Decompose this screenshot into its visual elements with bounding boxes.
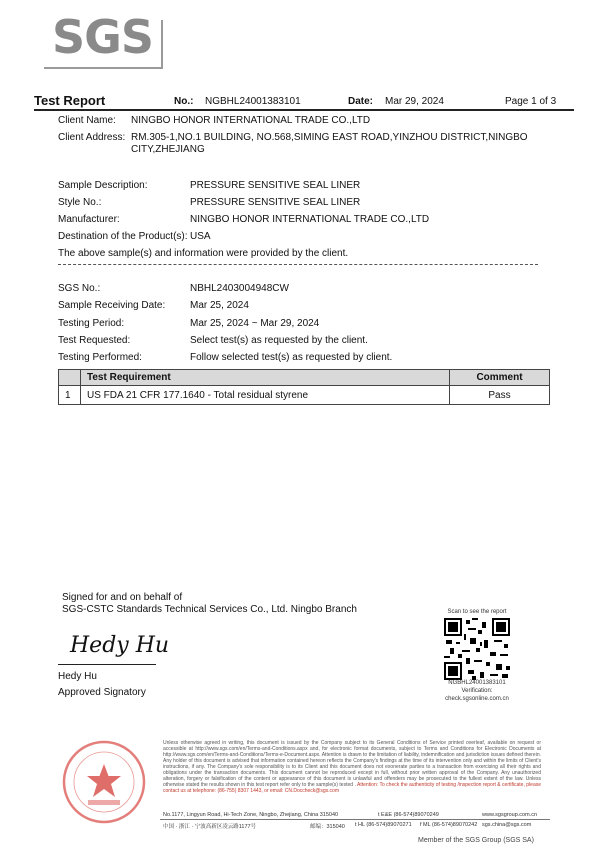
report-no-value: NGBHL24001383101: [205, 96, 301, 107]
page-indicator: Page 1 of 3: [505, 96, 557, 107]
col-requirement-header: Test Requirement: [81, 370, 450, 386]
legal-disclaimer: [163, 740, 541, 794]
receiving-date-value: Mar 25, 2024: [190, 300, 249, 311]
test-requested-value: Select test(s) as requested by the client.: [190, 335, 368, 346]
sgs-no-label: SGS No.:: [58, 283, 101, 294]
verification-label: Verification:: [461, 688, 493, 694]
client-address-line2: CITY,ZHEJIANG: [131, 144, 205, 155]
style-no-value: PRESSURE SENSITIVE SEAL LINER: [190, 197, 361, 208]
sgs-no-value: NBHL2403004948CW: [190, 283, 289, 294]
signing-company: SGS-CSTC Standards Technical Services Co., Ltd. Ningbo Branch: [62, 604, 357, 615]
logo-underline: [44, 67, 162, 69]
col-number-header: [59, 370, 81, 386]
footer-address-cn: 中国 · 浙江 · 宁波高新区凌云路1177号: [163, 824, 257, 830]
sample-note: The above sample(s) and information were provided by the client.: [58, 248, 349, 259]
disclaimer-text: Unless otherwise agreed in writing, this document is issued by the Company subject to its General Conditions of Service printed overleaf, available on request or accessible at http://www.sgs.com/en/Terms-and-Conditions.aspx and, for electronic format documents, subject to Terms and Conditions for Electronic Documents at http://www.sgs.com/en/Terms-and-Conditions/Terms-e-Document.aspx. Attention is drawn to the limitation of liability, indemnification and jurisdiction issues defined therein. Any holder of this document is advised that information contained hereon reflects the Company's findings at the time of its intervention only and within the limits of Client's instructions, if any. The Company's sole responsibility is to its Client and this document does not exonerate parties to a transaction from exercising all their rights and obligations under the transaction documents. This document cannot be reproduced except in full, without prior written approval of the Company. Any unauthorized alteration, forgery or falsification of the content or appearance of this document is unlawful and offenders may be prosecuted to the fullest extent of the law. Unless otherwise stated the results shown in this test report refer only to the sample(s) tested .: [163, 740, 541, 788]
footer-address-en: No.1177, Lingyun Road, Hi-Tech Zone, Ningbo, Zhejiang, China 315040: [163, 812, 339, 818]
signed-on-behalf: Signed for and on behalf of: [62, 592, 183, 603]
testing-performed-label: Testing Performed:: [58, 352, 142, 363]
handwritten-signature: [68, 624, 170, 664]
signatory-name: Hedy Hu: [58, 671, 97, 682]
logo-side-bar: [161, 20, 163, 69]
report-date-value: Mar 29, 2024: [385, 96, 444, 107]
qr-scan-caption: Scan to see the report: [447, 609, 507, 615]
table-row: [59, 386, 550, 405]
report-date-label: Date:: [348, 96, 374, 107]
client-address-line1: RM.305-1,NO.1 BUILDING, NO.568,SIMING EAST ROAD,YINZHOU DISTRICT,NINGBO: [131, 132, 528, 143]
authenticity-notice: Attention: To check the authenticity of testing /inspection report & certificate, please contact us at telephone: (86-755) 8307 1443, or email: CN.Doccheck@sgs.com: [163, 782, 542, 794]
footer-rule: [160, 819, 550, 820]
footer-fax: f ML (86-574)89070242: [420, 822, 478, 828]
verification-url[interactable]: check.sgsonline.com.cn: [445, 696, 509, 702]
destination-label: Destination of the Product(s):: [58, 231, 188, 242]
sgs-logo: SGS: [52, 10, 154, 64]
sample-desc-value: PRESSURE SENSITIVE SEAL LINER: [190, 180, 361, 191]
manufacturer-value: NINGBO HONOR INTERNATIONAL TRADE CO.,LTD: [190, 214, 430, 225]
qr-report-number: NGBHL24001383101: [448, 680, 506, 686]
signature-handwriting: Hedy Hu: [70, 633, 170, 658]
signature-line: [58, 664, 156, 665]
testing-period-label: Testing Period:: [58, 318, 125, 329]
footer-web[interactable]: www.sgsgroup.com.cn: [482, 812, 538, 818]
signatory-title: Approved Signatory: [58, 687, 146, 698]
row-comment: Pass: [450, 386, 550, 405]
qr-code-icon[interactable]: [444, 618, 510, 680]
testing-period-value: Mar 25, 2024 ~ Mar 29, 2024: [190, 318, 320, 329]
client-name-value: NINGBO HONOR INTERNATIONAL TRADE CO.,LTD: [131, 115, 371, 126]
receiving-date-label: Sample Receiving Date:: [58, 300, 166, 311]
row-requirement: US FDA 21 CFR 177.1640 - Total residual styrene: [81, 386, 450, 405]
footer-postcode-cn: 邮编：315040: [310, 824, 345, 830]
report-title: Test Report: [34, 93, 106, 108]
company-seal-icon: [62, 740, 146, 824]
table-header-row: [59, 370, 550, 386]
sgs-member-note: Member of the SGS Group (SGS SA): [418, 837, 534, 844]
report-no-label: No.:: [174, 96, 194, 107]
header-rule: [34, 109, 574, 111]
destination-value: USA: [190, 231, 211, 242]
footer-tel-ee: t E&E (86-574)89070249: [378, 812, 439, 818]
col-comment-header: Comment: [450, 370, 550, 386]
footer-tel-hl: t HL (86-574)89070271: [355, 822, 412, 828]
test-requested-label: Test Requested:: [58, 335, 131, 346]
manufacturer-label: Manufacturer:: [58, 214, 120, 225]
sample-desc-label: Sample Description:: [58, 180, 148, 191]
style-no-label: Style No.:: [58, 197, 102, 208]
dashed-separator: [58, 264, 538, 265]
row-number: 1: [59, 386, 81, 405]
test-requirement-table: [58, 369, 550, 405]
footer-email[interactable]: sgs.china@sgs.com: [482, 822, 532, 828]
client-name-label: Client Name:: [58, 115, 116, 126]
client-address-label: Client Address:: [58, 132, 126, 143]
testing-performed-value: Follow selected test(s) as requested by client.: [190, 352, 393, 363]
